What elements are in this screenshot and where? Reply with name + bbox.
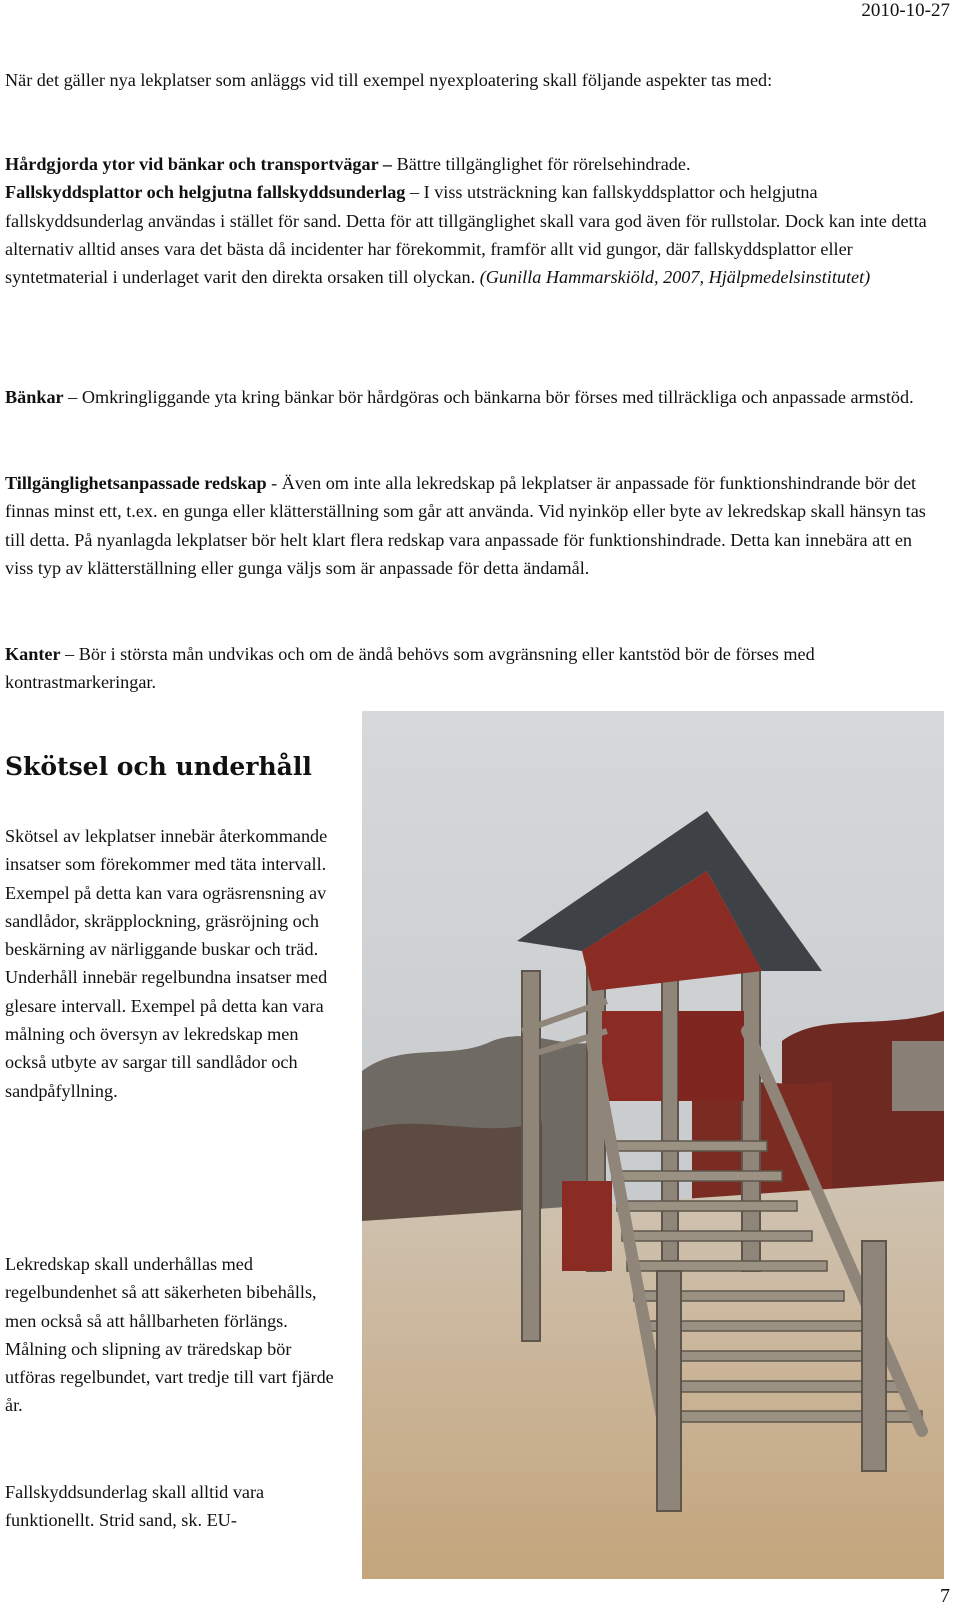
item-kanter: [5, 640, 930, 697]
item-term: Kanter: [5, 644, 61, 664]
citation: (Gunilla Hammarskiöld, 2007, Hjälpmedelsinstitutet): [479, 267, 871, 288]
item-term: Hårdgjorda ytor vid bänkar och transportvägar –: [5, 154, 393, 174]
item-text: - Även om inte alla lekredskap på lekplatser är anpassade för funktionshindrande bör det finnas minst ett, t.ex. en gunga eller klätterställning som går att använda. Vid nyinköp eller byte av lekredskap skall hänsyn tas till detta. På nyanlagda lekplatser bör helt klart flera redskap vara anpassade för funktionshindrade. Detta kan innebära att en viss typ av klätterställning eller gunga väljs som är anpassade för detta ändamål.: [5, 473, 926, 578]
section-paragraph: Lekredskap skall underhållas med regelbundenhet så att säkerheten bibehålls, men också så att hållbarheten förlängs. Målning och slipning av träredskap bör utföras regelbundet, vart tredje till vart fjärde år.: [5, 1254, 334, 1416]
item-text: Bättre tillgänglighet för rörelsehindrade.: [392, 154, 691, 174]
section-heading: Skötsel och underhåll: [5, 752, 312, 781]
item-term: Tillgänglighetsanpassade redskap: [5, 473, 267, 493]
item-text: – Omkringliggande yta kring bänkar bör hårdgöras och bänkarna bör förses med tillräckliga och anpassade armstöd.: [63, 387, 914, 407]
page-number: 7: [940, 1585, 950, 1607]
item-term: Bänkar: [5, 387, 64, 407]
item-term: Fallskyddsplattor och helgjutna fallskyddsunderlag: [5, 182, 406, 203]
section-paragraph: Fallskyddsunderlag skall alltid vara funktionellt. Strid sand, sk. EU-: [5, 1482, 265, 1531]
playground-tower-photo: [362, 711, 944, 1579]
item-redskap: [5, 469, 930, 582]
header-date: 2010-10-27: [861, 0, 950, 21]
intro-paragraph: När det gäller nya lekplatser som anläggs vid till exempel nyexploatering skall följande aspekter tas med:: [5, 70, 773, 90]
item-hardgjorda: [5, 150, 930, 291]
item-bankar: [5, 383, 930, 411]
section-paragraph: Skötsel av lekplatser innebär återkommande insatser som förekommer med täta intervall. Exempel på detta kan vara ogräsrensning av sandlådor, skräpplockning, gräsröjning och beskärning av närliggande buskar och träd. Underhåll innebär regelbundna insatser med glesare intervall. Exempel på detta kan vara målning och översyn av lekredskap men också utbyte av sargar till sandlådor och sandpåfyllning.: [5, 826, 328, 1101]
item-text: – I viss utsträckning kan fallskyddsplattor och helgjutna fallskyddsunderlag användas i stället för sand. Detta för att tillgänglighet skall vara god även för rullstolar. Dock kan inte detta alternativ alltid anses vara det bästa då incidenter har förekommit, framför allt vid gungor, där fallskyddsplattor eller syntetmaterial i underlaget varit den direkta orsaken till olyckan.: [5, 182, 927, 288]
item-text: – Bör i största mån undvikas och om de ändå behövs som avgränsning eller kantstöd bör de förses med kontrastmarkeringar.: [5, 644, 815, 693]
